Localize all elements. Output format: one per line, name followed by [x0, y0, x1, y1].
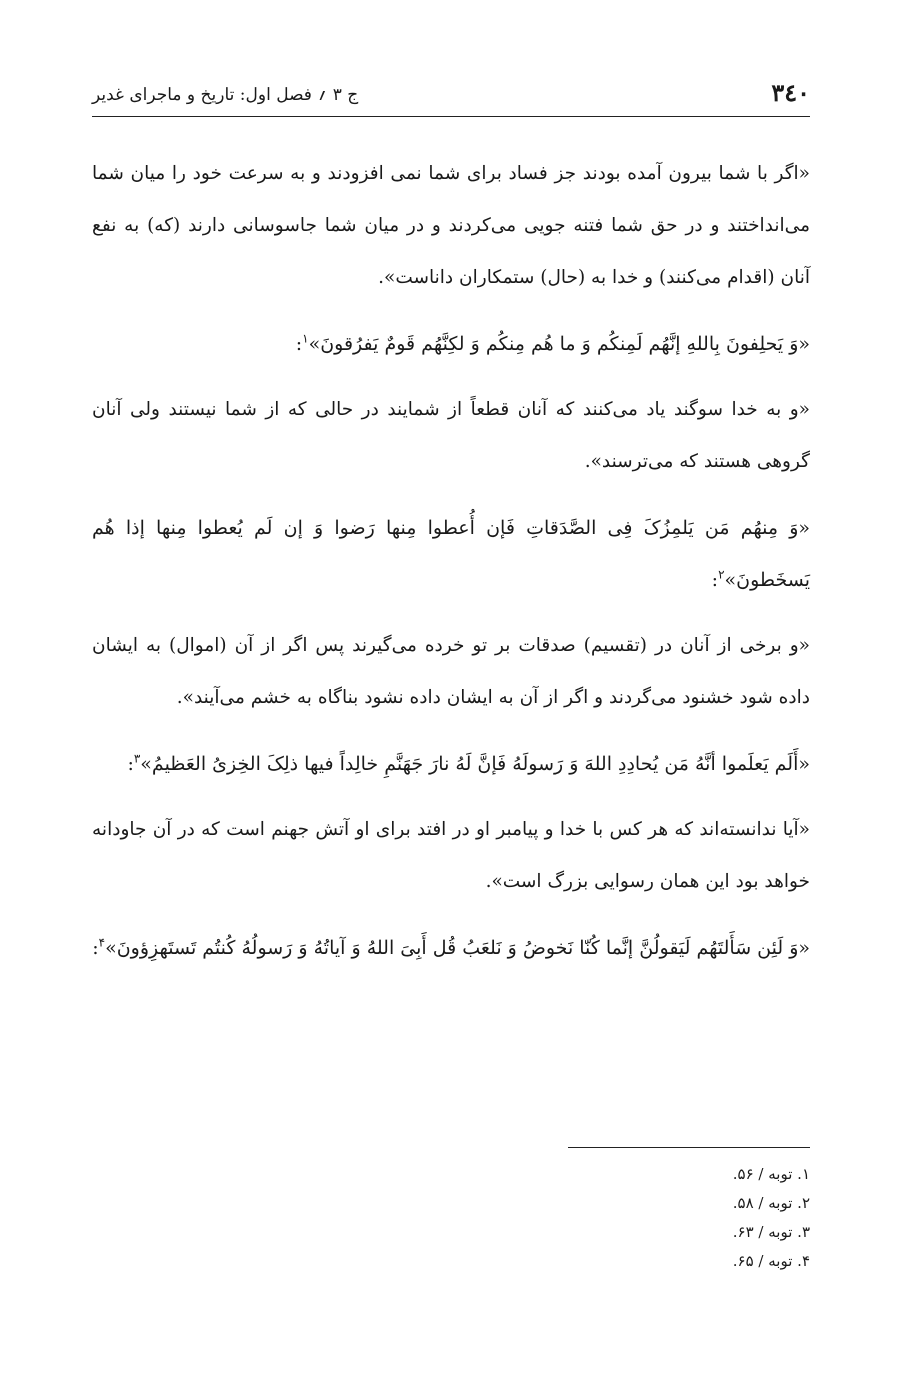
paragraph-translation: «اگر با شما بیرون آمده بودند جز فساد برای شما نمی افزودند و به سرعت خود را میان شما می‌انداختند و در حق شما فتنه جویی می‌کردند و در میان شما جاسوسانی دارند (که) به نفع آنان (اقدام می‌کنند) و خدا به (حال) ستمکاران داناست».: [92, 163, 810, 288]
paragraph-verse: «أَلَم یَعلَموا أنَّهُ مَن یُحادِدِ اللهَ وَ رَسولَهُ فَإنَّ لَهُ نارَ جَهَنَّمِ خالِداً فیها ذلِکَ الخِزیُ العَظیمُ»$^۳$:: [127, 751, 810, 775]
paragraph-verse: «وَ مِنهُم مَن یَلمِزُکَ فِی الصَّدَقاتِ فَإن أُعطوا مِنها رَضوا وَ إن لَم یُعطوا مِنها إذا هُم یَسخَطونَ»$^۲$:: [92, 517, 810, 591]
book-page: [92, 0, 810, 1390]
footnote-ref: ۳: [133, 751, 141, 766]
footnote-separator: [568, 1147, 810, 1148]
footnote-ref: ۴: [98, 935, 106, 950]
footnotes: [410, 1160, 810, 1276]
footnote-item: ۱. توبه / ۵۶.: [732, 1165, 810, 1183]
body-text: [92, 148, 810, 974]
footnote-ref: ۲: [718, 567, 725, 582]
paragraph-verse: «وَ لَئِن سَأَلتَهُم لَیَقولُنَّ إنَّما کُنّا نَخوضُ وَ نَلعَبُ قُل أَبِیَ اللهُ وَ آیاتُهُ وَ رَسولُهُ کُنتُم تَستَهزِؤونَ»$^۴$:: [92, 935, 810, 959]
paragraph-translation: «و برخی از آنان در (تقسیم) صدقات بر تو خرده می‌گیرند پس اگر از آن (اموال) به ایشان داده شود خشنود می‌گردند و اگر از آن به ایشان داده نشود بناگاه به خشم می‌آیند».: [92, 635, 810, 708]
paragraph-verse: «وَ یَحلِفونَ بِاللهِ إنَّهُم لَمِنکُم وَ ما هُم مِنکُم وَ لکِنَّهُم قَومٌ یَفرُقونَ»$^۱$:: [295, 331, 810, 355]
page-number: ۳٤۰: [771, 78, 810, 107]
footnote-item: ۲. توبه / ۵۸.: [732, 1194, 810, 1212]
footnote-item: ۳. توبه / ۶۳.: [732, 1223, 810, 1241]
page-header: [92, 78, 810, 112]
running-title: ج ۳ ؍ فصل اول: تاریخ و ماجرای غدیر: [92, 85, 359, 105]
paragraph-translation: «و به خدا سوگند یاد می‌کنند که آنان قطعاً از شمایند در حالی که از شما نیستند ولی آنان گروهی هستند که می‌ترسند».: [92, 399, 810, 472]
paragraph-translation: «آیا ندانسته‌اند که هر کس با خدا و پیامبر او در افتد برای او آتش جهنم است که در آن جاودانه خواهد بود این همان رسوایی بزرگ است».: [92, 819, 810, 892]
header-rule: [92, 116, 810, 117]
footnote-item: ۴. توبه / ۶۵.: [732, 1252, 810, 1270]
footnote-ref: ۱: [302, 331, 309, 346]
